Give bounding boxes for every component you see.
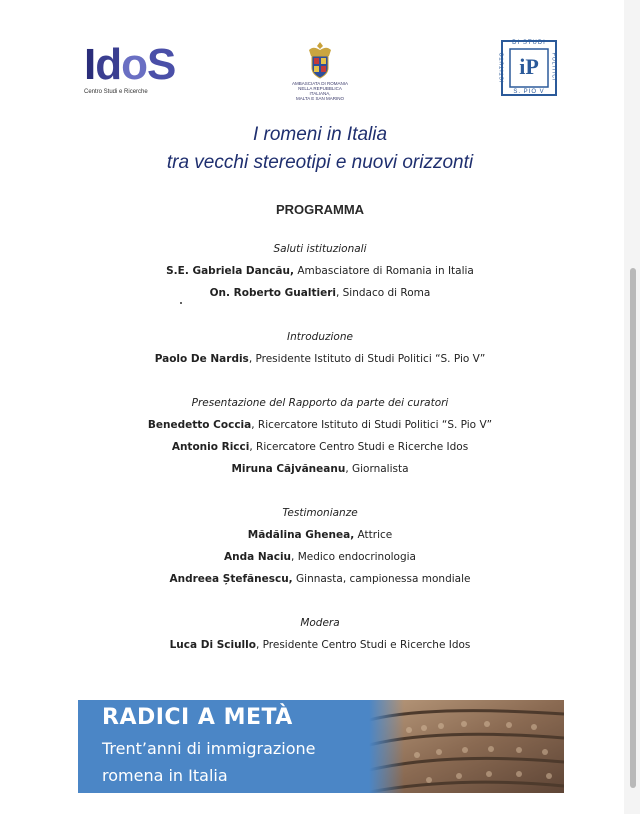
- speaker-name: Paolo De Nardis: [154, 353, 249, 365]
- speaker-name: On. Roberto Gualtieri: [209, 287, 336, 299]
- speaker-name: Luca Di Sciullo: [169, 639, 256, 651]
- scrollbar-thumb[interactable]: [630, 268, 636, 788]
- idos-letter: S: [147, 40, 176, 89]
- speaker-name: S.E. Gabriela Dancău,: [166, 265, 294, 277]
- speaker-line: [0, 353, 640, 365]
- pio-v-text-right: POLITICI: [550, 52, 557, 82]
- pio-v-monogram: iP: [519, 54, 539, 79]
- speaker-line: [0, 419, 640, 431]
- pio-v-logo: [501, 40, 557, 96]
- speaker-name: Benedetto Coccia: [147, 419, 252, 431]
- coat-of-arms-icon: [305, 40, 335, 80]
- section-heading: Testimonianze: [282, 507, 358, 519]
- embassy-name: AMBASCIATA DI ROMANIA NELLA REPUBBLICA ITALIANA, MALTA E SAN MARINO: [291, 81, 349, 101]
- speaker-line: [0, 463, 640, 475]
- idos-letter: I: [84, 40, 96, 89]
- pio-v-text-bottom: S. PIO V: [513, 89, 545, 95]
- speaker-name: Anda Naciu: [224, 551, 292, 563]
- speaker-line: [0, 529, 640, 541]
- idos-subtitle: Centro Studi e Ricerche: [84, 89, 148, 95]
- programma-heading: PROGRAMMA: [275, 202, 365, 217]
- section-heading: Modera: [300, 617, 340, 629]
- section-heading: Introduzione: [287, 331, 353, 343]
- banner-title: RADICI A METÀ: [102, 705, 293, 730]
- vertical-scrollbar[interactable]: [624, 0, 640, 814]
- idos-wordmark: [84, 40, 175, 90]
- pio-v-text-top: DI STUDI: [512, 40, 546, 46]
- banner-subtitle-line-1: Trent’anni di immigrazione: [102, 739, 316, 758]
- trajan-column-relief-image: [369, 700, 564, 793]
- speaker-role: Ginnasta, campionessa mondiale: [292, 573, 471, 585]
- speaker-role: Ambasciatore di Romania in Italia: [294, 265, 474, 277]
- speaker-name: Antonio Ricci: [171, 441, 250, 453]
- speaker-name: Mădălina Ghenea,: [247, 529, 355, 541]
- speaker-name: Andreea Ștefănescu,: [169, 573, 293, 585]
- speaker-name: Miruna Căjvăneanu: [231, 463, 346, 475]
- event-title-line-2: tra vecchi stereotipi e nuovi orizzonti: [166, 152, 474, 173]
- section-heading: Presentazione del Rapporto da parte dei curatori: [191, 397, 449, 409]
- speaker-role: , Giornalista: [345, 463, 409, 475]
- speaker-line: [0, 441, 640, 453]
- speaker-role: , Presidente Istituto di Studi Politici “S. Pio V”: [248, 353, 486, 365]
- speaker-role: , Presidente Centro Studi e Ricerche Idos: [255, 639, 471, 651]
- idos-letter: d: [95, 40, 122, 89]
- event-title-line-1: I romeni in Italia: [252, 124, 388, 145]
- speaker-role: , Ricercatore Centro Studi e Ricerche Idos: [249, 441, 469, 453]
- idos-letter: o: [121, 40, 148, 89]
- speaker-role: Attrice: [354, 529, 393, 541]
- embassy-logo: [289, 40, 351, 102]
- speaker-line: [0, 265, 640, 277]
- speaker-role: , Medico endocrinologia: [291, 551, 416, 563]
- speaker-line: [0, 573, 640, 585]
- idos-logo: [84, 40, 176, 102]
- section-heading: Saluti istituzionali: [273, 243, 367, 255]
- speaker-line: [0, 551, 640, 563]
- pio-v-text-left: ISTITUTO: [499, 51, 506, 83]
- stray-dot: [180, 302, 182, 304]
- banner-subtitle-line-2: romena in Italia: [102, 766, 228, 785]
- speaker-role: , Sindaco di Roma: [335, 287, 431, 299]
- speaker-role: , Ricercatore Istituto di Studi Politici “S. Pio V”: [251, 419, 493, 431]
- report-banner: [78, 700, 564, 793]
- speaker-line: [0, 287, 640, 299]
- speaker-line: [0, 639, 640, 651]
